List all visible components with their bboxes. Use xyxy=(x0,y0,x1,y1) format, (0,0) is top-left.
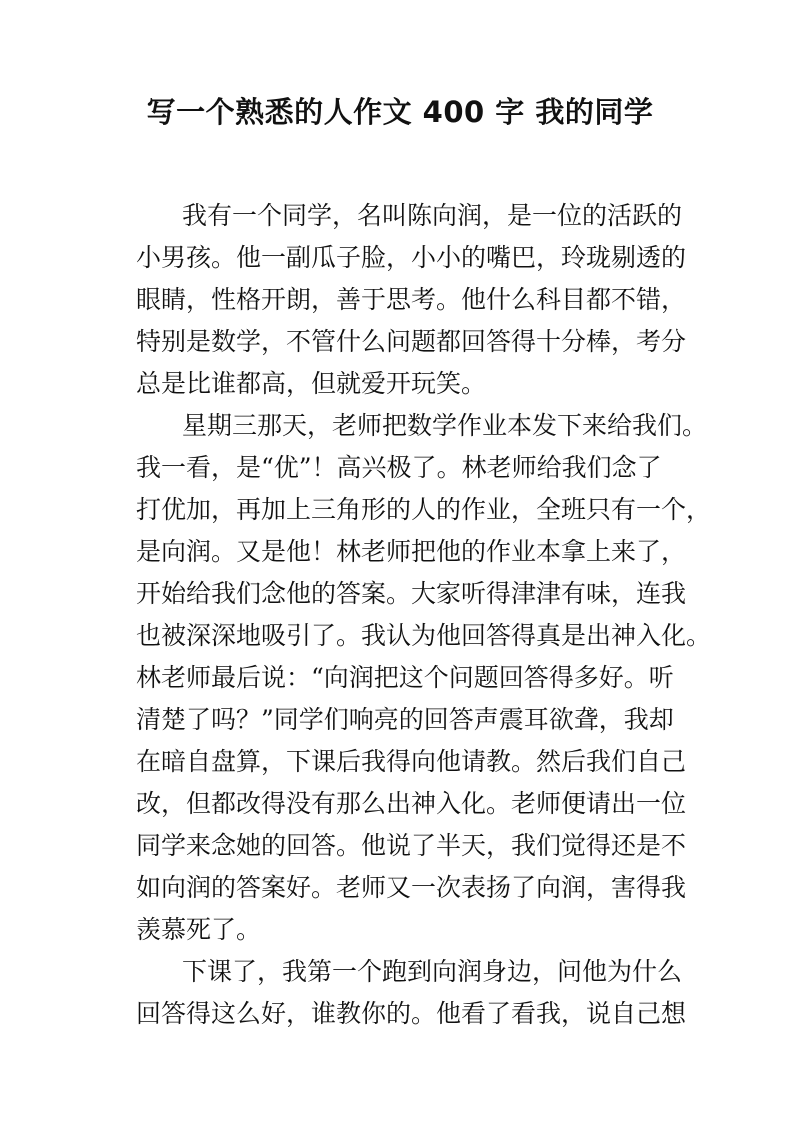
paragraph-1-line-1: 我有一个同学，名叫陈向润，是一位的活跃的 xyxy=(182,201,683,230)
paragraph-3-line-2: 回答得这么好，谁教你的。他看了看我，说自己想 xyxy=(136,999,687,1028)
paragraph-2-line-2: 我一看，是“优”！高兴极了。林老师给我们念了 xyxy=(136,453,662,482)
paragraph-1-line-2: 小男孩。他一副瓜子脸，小小的嘴巴，玲珑剔透的 xyxy=(136,243,687,272)
paragraph-1-line-4: 特别是数学，不管什么问题都回答得十分棒，考分 xyxy=(136,327,687,356)
paragraph-2-line-8: 清楚了吗？”同学们响亮的回答声震耳欲聋，我却 xyxy=(136,705,674,734)
paragraph-2-line-9: 在暗自盘算，下课后我得向他请教。然后我们自己 xyxy=(136,747,687,776)
paragraph-2-line-7: 林老师最后说：“向润把这个问题回答得多好。听 xyxy=(136,663,674,692)
paragraph-3-line-1: 下课了，我第一个跑到向润身边，问他为什么 xyxy=(182,957,683,986)
paragraph-2-line-11: 同学来念她的回答。他说了半天，我们觉得还是不 xyxy=(136,831,687,860)
paragraph-2-line-6: 也被深深地吸引了。我认为他回答得真是出神入化。 xyxy=(136,621,712,650)
paragraph-2-line-1: 星期三那天，老师把数学作业本发下来给我们。 xyxy=(182,411,708,440)
paragraph-1-line-5: 总是比谁都高，但就爱开玩笑。 xyxy=(136,369,487,398)
paragraph-2-line-5: 开始给我们念他的答案。大家听得津津有味，连我 xyxy=(136,579,687,608)
paragraph-2-line-12: 如向润的答案好。老师又一次表扬了向润，害得我 xyxy=(136,873,687,902)
paragraph-2-line-10: 改，但都改得没有那么出神入化。老师便请出一位 xyxy=(136,789,687,818)
document-title: 写一个熟悉的人作文 400 字 我的同学 xyxy=(146,95,654,129)
paragraph-1-line-3: 眼睛，性格开朗，善于思考。他什么科目都不错， xyxy=(136,285,687,314)
paragraph-2-line-4: 是向润。又是他！林老师把他的作业本拿上来了， xyxy=(136,537,687,566)
paragraph-2-line-13: 羡慕死了。 xyxy=(136,915,262,944)
paragraph-2-line-3: 打优加，再加上三角形的人的作业，全班只有一个， xyxy=(136,495,712,524)
